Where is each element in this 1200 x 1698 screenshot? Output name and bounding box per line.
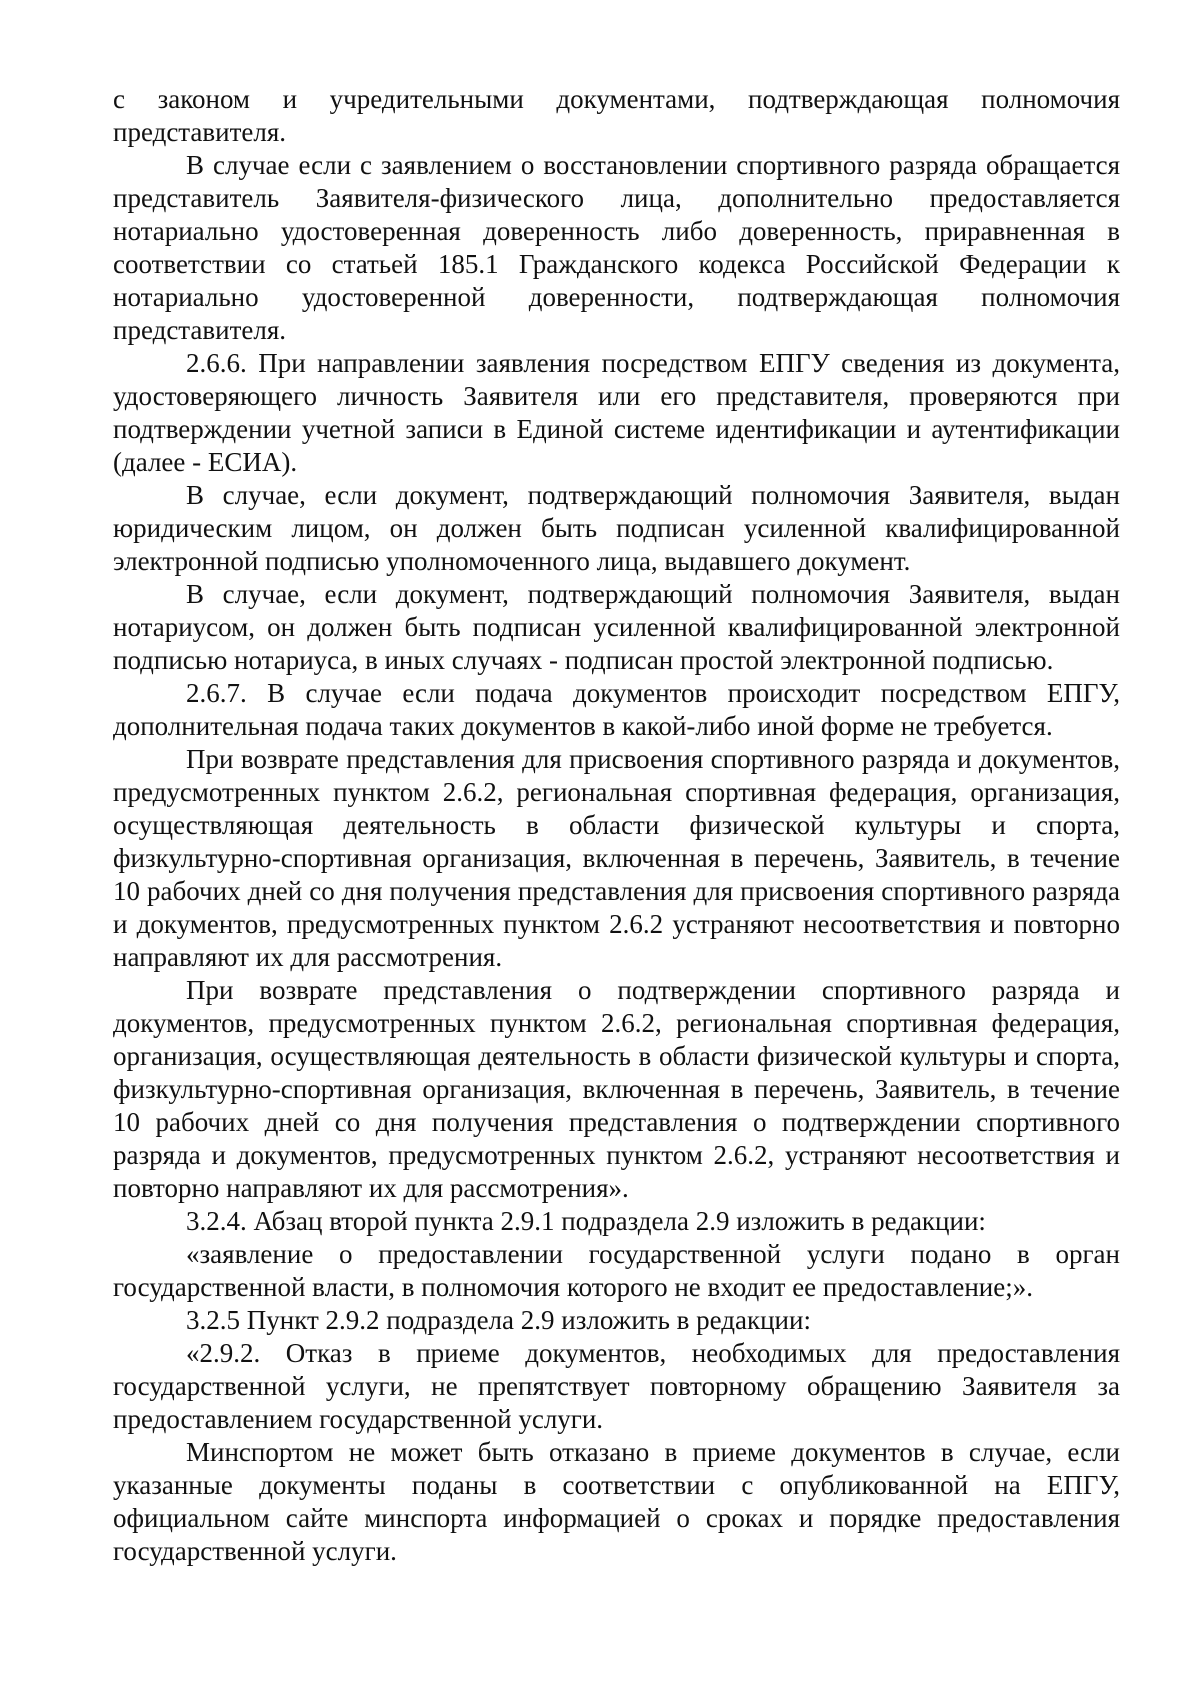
paragraph-legal-entity-signature: В случае, если документ, подтверждающий полномочия Заявителя, выдан юридическим лицом, он должен быть подписан усиленной квалифицированной электронной подписью уполномоченного лица, выдавшего документ. (113, 480, 1120, 576)
paragraph-continuation: с законом и учредительными документами, подтверждающая полномочия представителя. (113, 84, 1120, 147)
paragraph-representative-power-of-attorney: В случае если с заявлением о восстановлении спортивного разряда обращается представитель Заявителя-физического лица, дополнительно предоставляется нотариально удостоверенная доверенность либо доверенность, приравненная в соответствии со статьей 185.1 Гражданского кодекса Российской Федерации к нотариально удостоверенной доверенности, подтверждающая полномочия представителя. (113, 150, 1120, 345)
paragraph-2-6-7: 2.6.7. В случае если подача документов происходит посредством ЕПГУ, дополнительная подача таких документов в какой-либо иной форме не требуется. (113, 678, 1120, 741)
paragraph-minsport-refusal: Минспортом не может быть отказано в приеме документов в случае, если указанные документы поданы в соответствии с опубликованной на ЕПГУ, официальном сайте минспорта информацией о сроках и порядке предоставления государственной услуги. (113, 1437, 1120, 1566)
paragraph-3-2-4-quote: «заявление о предоставлении государственной услуги подано в орган государственной власти, в полномочия которого не входит ее предоставление;». (113, 1239, 1120, 1302)
paragraph-3-2-4: 3.2.4. Абзац второй пункта 2.9.1 подраздела 2.9 изложить в редакции: (186, 1206, 986, 1236)
document-body (113, 83, 1120, 1568)
paragraph-return-assignment: При возврате представления для присвоения спортивного разряда и документов, предусмотренных пунктом 2.6.2, региональная спортивная федерация, организация, осуществляющая деятельность в области физической культуры и спорта, физкультурно-спортивная организация, включенная в перечень, Заявитель, в течение 10 рабочих дней со дня получения представления для присвоения спортивного разряда и документов, предусмотренных пунктом 2.6.2 устраняют несоответствия и повторно направляют их для рассмотрения. (113, 744, 1120, 972)
paragraph-2-9-2-quote: «2.9.2. Отказ в приеме документов, необходимых для предоставления государственной услуги, не препятствует повторному обращению Заявителя за предоставлением государственной услуги. (113, 1338, 1120, 1434)
paragraph-return-confirmation: При возврате представления о подтверждении спортивного разряда и документов, предусмотренных пунктом 2.6.2, региональная спортивная федерация, организация, осуществляющая деятельность в области физической культуры и спорта, физкультурно-спортивная организация, включенная в перечень, Заявитель, в течение 10 рабочих дней со дня получения представления о подтверждении спортивного разряда и документов, предусмотренных пунктом 2.6.2, устраняют несоответствия и повторно направляют их для рассмотрения». (113, 975, 1120, 1203)
paragraph-3-2-5: 3.2.5 Пункт 2.9.2 подраздела 2.9 изложить в редакции: (186, 1305, 811, 1335)
paragraph-2-6-6: 2.6.6. При направлении заявления посредством ЕПГУ сведения из документа, удостоверяющего личность Заявителя или его представителя, проверяются при подтверждении учетной записи в Единой системе идентификации и аутентификации (далее - ЕСИА). (113, 348, 1120, 477)
paragraph-notary-signature: В случае, если документ, подтверждающий полномочия Заявителя, выдан нотариусом, он должен быть подписан усиленной квалифицированной электронной подписью нотариуса, в иных случаях - подписан простой электронной подписью. (113, 579, 1120, 675)
